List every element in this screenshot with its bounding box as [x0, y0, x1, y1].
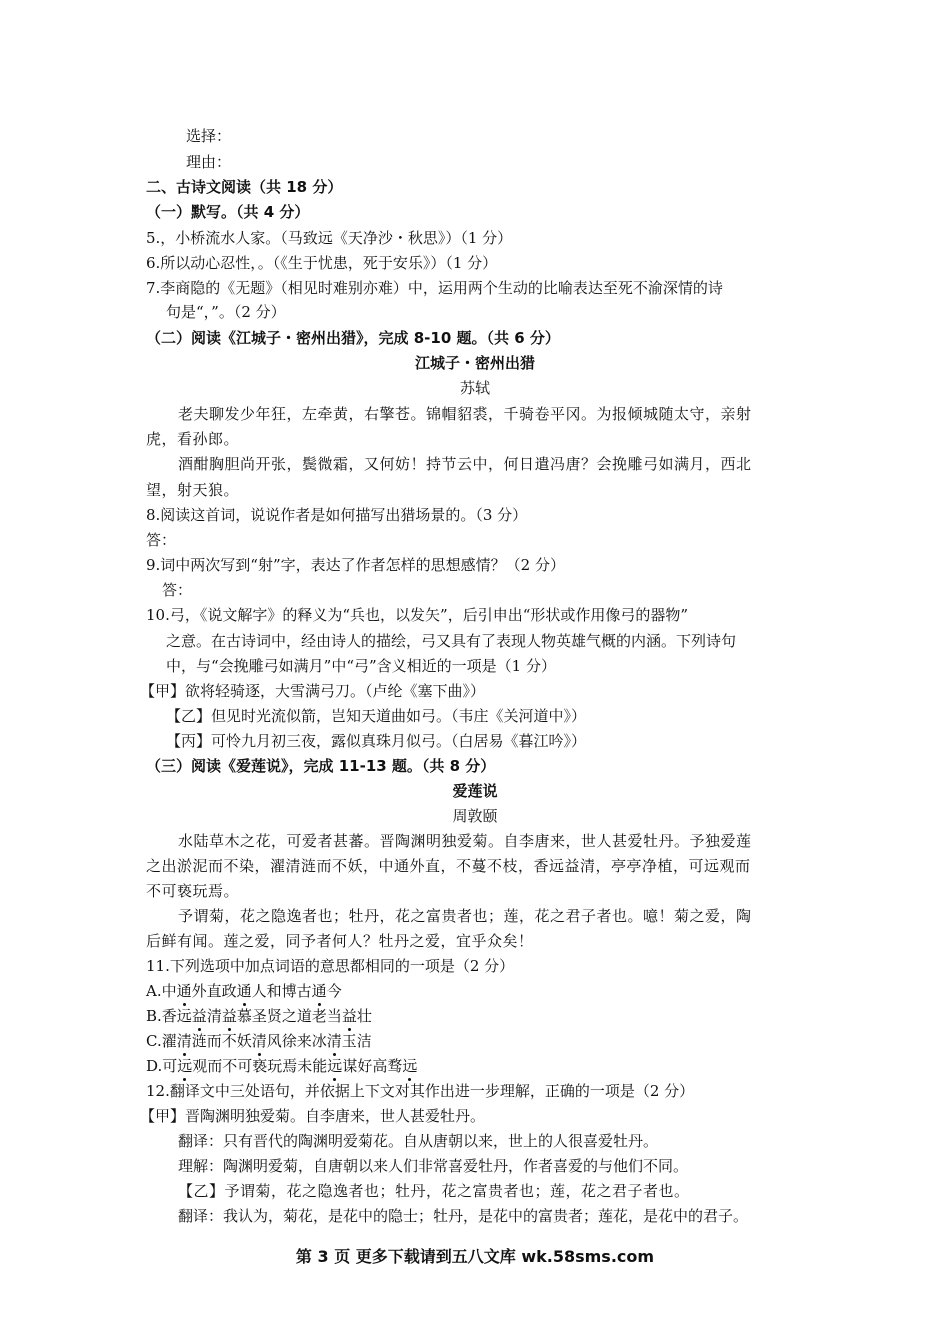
question-11: 11.下列选项中加点词语的意思都相同的一项是（2 分）: [146, 957, 515, 975]
poem-line: 酒酣胸胆尚开张，鬓微霜，又何妨！持节云中，何日遣冯唐？会挽雕弓如满月，西北: [178, 455, 752, 473]
q12-part-jia: 【甲】晋陶渊明独爱菊。自李唐来，世人甚爱牡丹。: [140, 1107, 486, 1125]
option-jia: 【甲】欲将轻骑逐，大雪满弓刀。（卢纶《塞下曲》）: [140, 682, 486, 700]
essay-line: 予谓菊，花之隐逸者也；牡丹，花之富贵者也；莲，花之君子者也。噫！菊之爱，陶: [178, 907, 752, 925]
essay-line: 水陆草木之花，可爱者甚蕃。晋陶渊明独爱菊。自李唐来，世人甚爱牡丹。予独爱莲: [178, 832, 752, 850]
dotted-word: 通: [311, 982, 327, 1000]
reason-label: 理由：: [186, 153, 232, 171]
dotted-word: 远: [327, 1057, 343, 1075]
question-5: 5.，小桥流水人家。（马致远《天净沙・秋思》）（1 分）: [146, 229, 513, 247]
dotted-word: 远: [402, 1057, 418, 1075]
dotted-word: 益: [221, 1007, 237, 1025]
poem-line: 虎，看孙郎。: [146, 430, 240, 448]
dotted-word: 益: [191, 1007, 207, 1025]
dotted-word: 通: [176, 982, 192, 1000]
essay-line: 后鲜有闻。莲之爱，同予者何人？牡丹之爱，宜乎众矣！: [146, 932, 534, 950]
dotted-word: 通: [236, 982, 252, 1000]
question-6: 6.所以动心忍性，。（《生于忧患，死于安乐》）（1 分）: [146, 254, 498, 272]
poem-line: 老夫聊发少年狂，左牵黄，右擎苍。锦帽貂裘，千骑卷平冈。为报倾城随太守，亲射: [178, 405, 752, 423]
option-b: B.香远益清益慕圣贤之道老当益壮: [146, 1007, 372, 1025]
answer-label: 答：: [146, 531, 177, 549]
subsection-dictation: （一）默写。（共 4 分）: [146, 203, 310, 221]
poem-line: 望，射天狼。: [146, 481, 240, 499]
dotted-word: 益: [341, 1007, 357, 1025]
question-8: 8.阅读这首词，说说作者是如何描写出猎场景的。（3 分）: [146, 506, 528, 524]
question-10-cont: 中，与“会挽雕弓如满月”中“弓”含义相近的一项是（1 分）: [166, 657, 556, 675]
poem-title: 江城子・密州出猎: [414, 354, 535, 372]
option-bing: 【丙】可怜九月初三夜，露似真珠月似弓。（白居易《暮江吟》）: [166, 732, 587, 750]
q12-translation: 翻译：我认为，菊花，是花中的隐士；牡丹，是花中的富贵者；莲花，是花中的君子。: [178, 1207, 749, 1225]
option-d: D.可远观而不可亵玩焉未能远谋好高骛远: [146, 1057, 418, 1075]
q12-translation: 翻译：只有晋代的陶渊明爱菊花。自从唐朝以来，世上的人很喜爱牡丹。: [178, 1132, 659, 1150]
question-7: 7.李商隐的《无题》（相见时难别亦难）中，运用两个生动的比喻表达至死不渝深情的诗: [146, 279, 723, 297]
essay-title: 爱莲说: [452, 782, 498, 800]
question-12: 12.翻译文中三处语句，并依据上下文对其作出进一步理解，正确的一项是（2 分）: [146, 1082, 695, 1100]
question-10: 10.弓，《说文解字》的释义为“兵也，以发矢”，后引申出“形状或作用像弓的器物”: [146, 606, 689, 624]
option-a: A.中通外直政通人和博古通今: [146, 982, 342, 1000]
answer-label: 答：: [162, 581, 193, 599]
page-footer: 第 3 页 更多下载请到五八文库 wk.58sms.com: [295, 1247, 655, 1266]
dotted-word: 远: [177, 1057, 193, 1075]
option-yi: 【乙】但见时光流似箭，岂知天道曲如弓。（韦庄《关河道中》）: [166, 707, 587, 725]
subsection-ailianshuo: （三）阅读《爱莲说》，完成 11-13 题。（共 8 分）: [146, 757, 496, 775]
essay-line: 之出淤泥而不染，濯清涟而不妖，中通外直，不蔓不枝，香远益清，亭亭净植，可远观而: [146, 857, 751, 875]
subsection-jiangchengzi: （二）阅读《江城子・密州出猎》，完成 8-10 题。（共 6 分）: [146, 329, 560, 347]
dotted-word: 清: [176, 1032, 192, 1050]
question-7-cont: 句是“，”。（2 分）: [166, 303, 286, 321]
essay-author: 周敦颐: [452, 807, 498, 825]
question-10-cont: 之意。在古诗词中，经由诗人的描绘，弓又具有了表现人物英雄气概的内涵。下列诗句: [166, 632, 737, 650]
option-c: C.濯清涟而不妖清风徐来冰清玉洁: [146, 1032, 372, 1050]
question-9: 9.词中两次写到“射”字，表达了作者怎样的思想感情？（2 分）: [146, 556, 565, 574]
dotted-word: 清: [326, 1032, 342, 1050]
q12-understanding: 理解：陶渊明爱菊，自唐朝以来人们非常喜爱牡丹，作者喜爱的与他们不同。: [178, 1157, 689, 1175]
dotted-word: 清: [251, 1032, 267, 1050]
essay-line: 不可亵玩焉。: [146, 882, 240, 900]
q12-part-yi: 【乙】予谓菊，花之隐逸者也；牡丹，花之富贵者也；莲，花之君子者也。: [178, 1182, 690, 1200]
choice-label: 选择：: [186, 127, 232, 145]
poem-author: 苏轼: [459, 379, 490, 397]
section-title-ancient-poetry: 二、古诗文阅读（共 18 分）: [146, 178, 343, 196]
